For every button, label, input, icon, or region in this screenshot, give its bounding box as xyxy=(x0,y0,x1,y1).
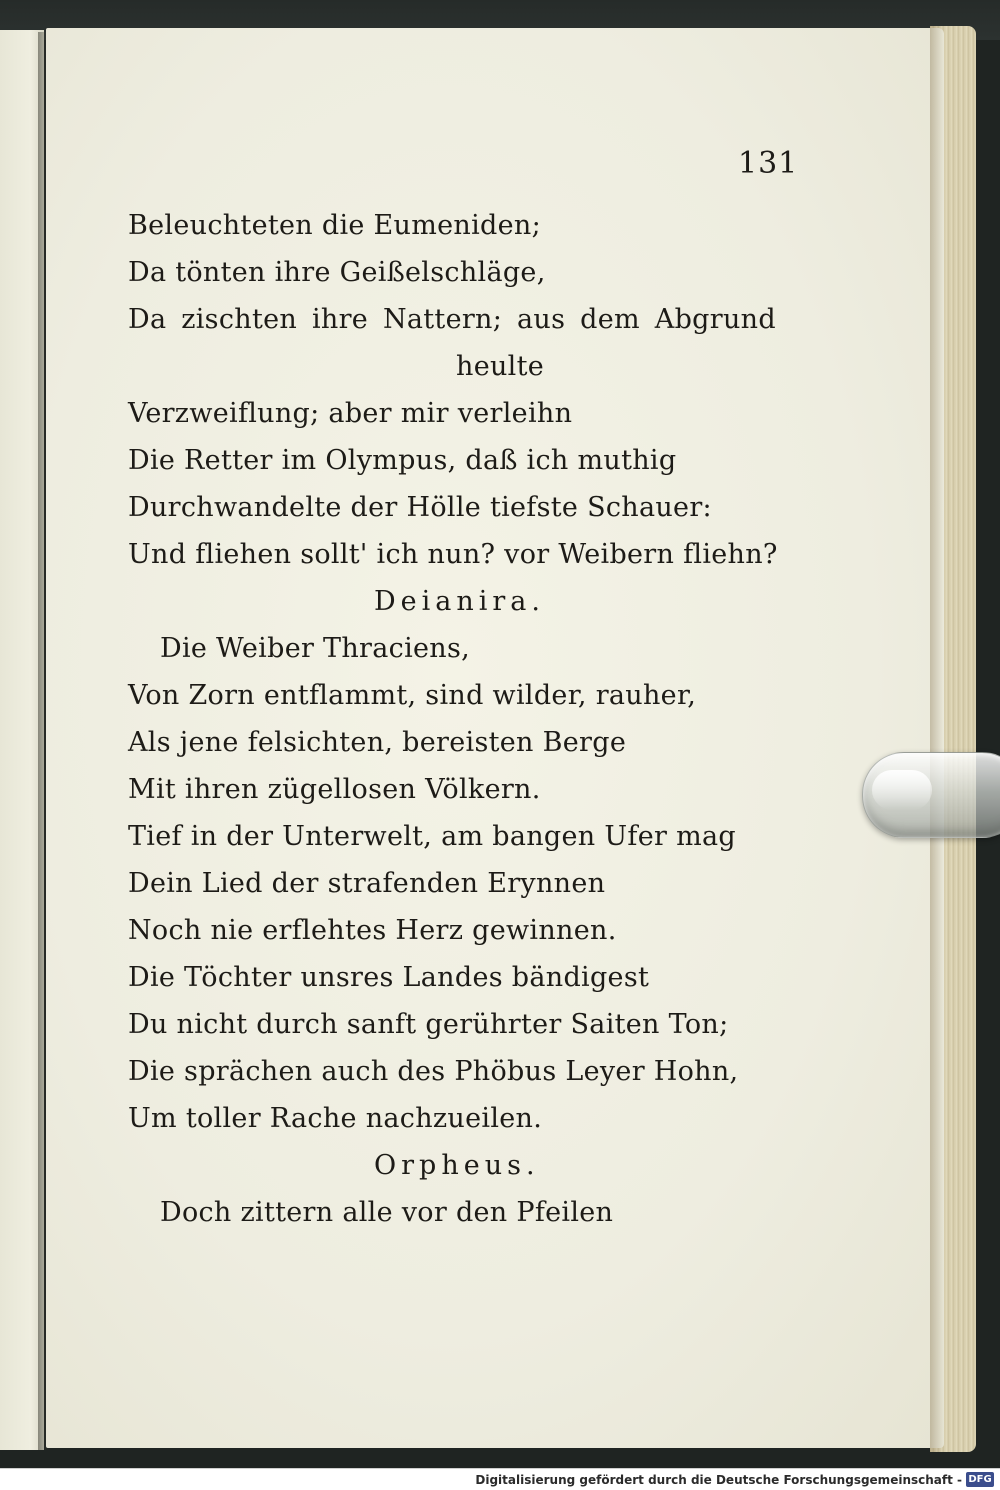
text-line: Die Töchter unsres Landes bändigest xyxy=(128,962,650,993)
text-line: Noch nie erflehtes Herz gewinnen. xyxy=(128,915,617,946)
text-line: Beleuchteten die Eumeniden; xyxy=(128,210,541,241)
text-line: Du nicht durch sanft gerührter Saiten Ton; xyxy=(128,1009,729,1040)
text-line: Von Zorn entflammt, sind wilder, rauher, xyxy=(128,680,697,711)
footer-credit: Digitalisierung gefördert durch die Deutsche Forschungsgemeinschaft - xyxy=(475,1473,962,1487)
text-line: Dein Lied der strafenden Erynnen xyxy=(128,868,606,899)
text-line: Da tönten ihre Geißelschläge, xyxy=(128,257,546,288)
dfg-logo: DFG xyxy=(966,1472,994,1487)
text-line: Mit ihren zügellosen Völkern. xyxy=(128,774,541,805)
page-clip-highlight xyxy=(872,770,932,810)
text-line: heulte xyxy=(456,351,545,382)
text-line: Und fliehen sollt' ich nun? vor Weibern fliehn? xyxy=(128,539,778,570)
speaker-heading: Orpheus. xyxy=(374,1150,540,1181)
text-line: Durchwandelte der Hölle tiefste Schauer: xyxy=(128,492,712,523)
text-line: Um toller Rache nachzueilen. xyxy=(128,1103,543,1134)
text-line: Da zischten ihre Nattern; aus dem Abgrund xyxy=(128,304,776,335)
page-number: 131 xyxy=(738,146,799,181)
text-line: Die Retter im Olympus, daß ich muthig xyxy=(128,445,677,476)
speaker-heading: Deianira. xyxy=(374,586,545,617)
text-line: Als jene felsichten, bereisten Berge xyxy=(128,727,627,758)
text-line: Tief in der Unterwelt, am bangen Ufer mag xyxy=(128,821,736,852)
text-line: Verzweiflung; aber mir verleihn xyxy=(128,398,573,429)
text-line: Die sprächen auch des Phöbus Leyer Hohn, xyxy=(128,1056,739,1087)
text-line: Die Weiber Thraciens, xyxy=(160,633,471,664)
text-line: Doch zittern alle vor den Pfeilen xyxy=(160,1197,614,1228)
digitization-footer xyxy=(0,1468,1000,1490)
